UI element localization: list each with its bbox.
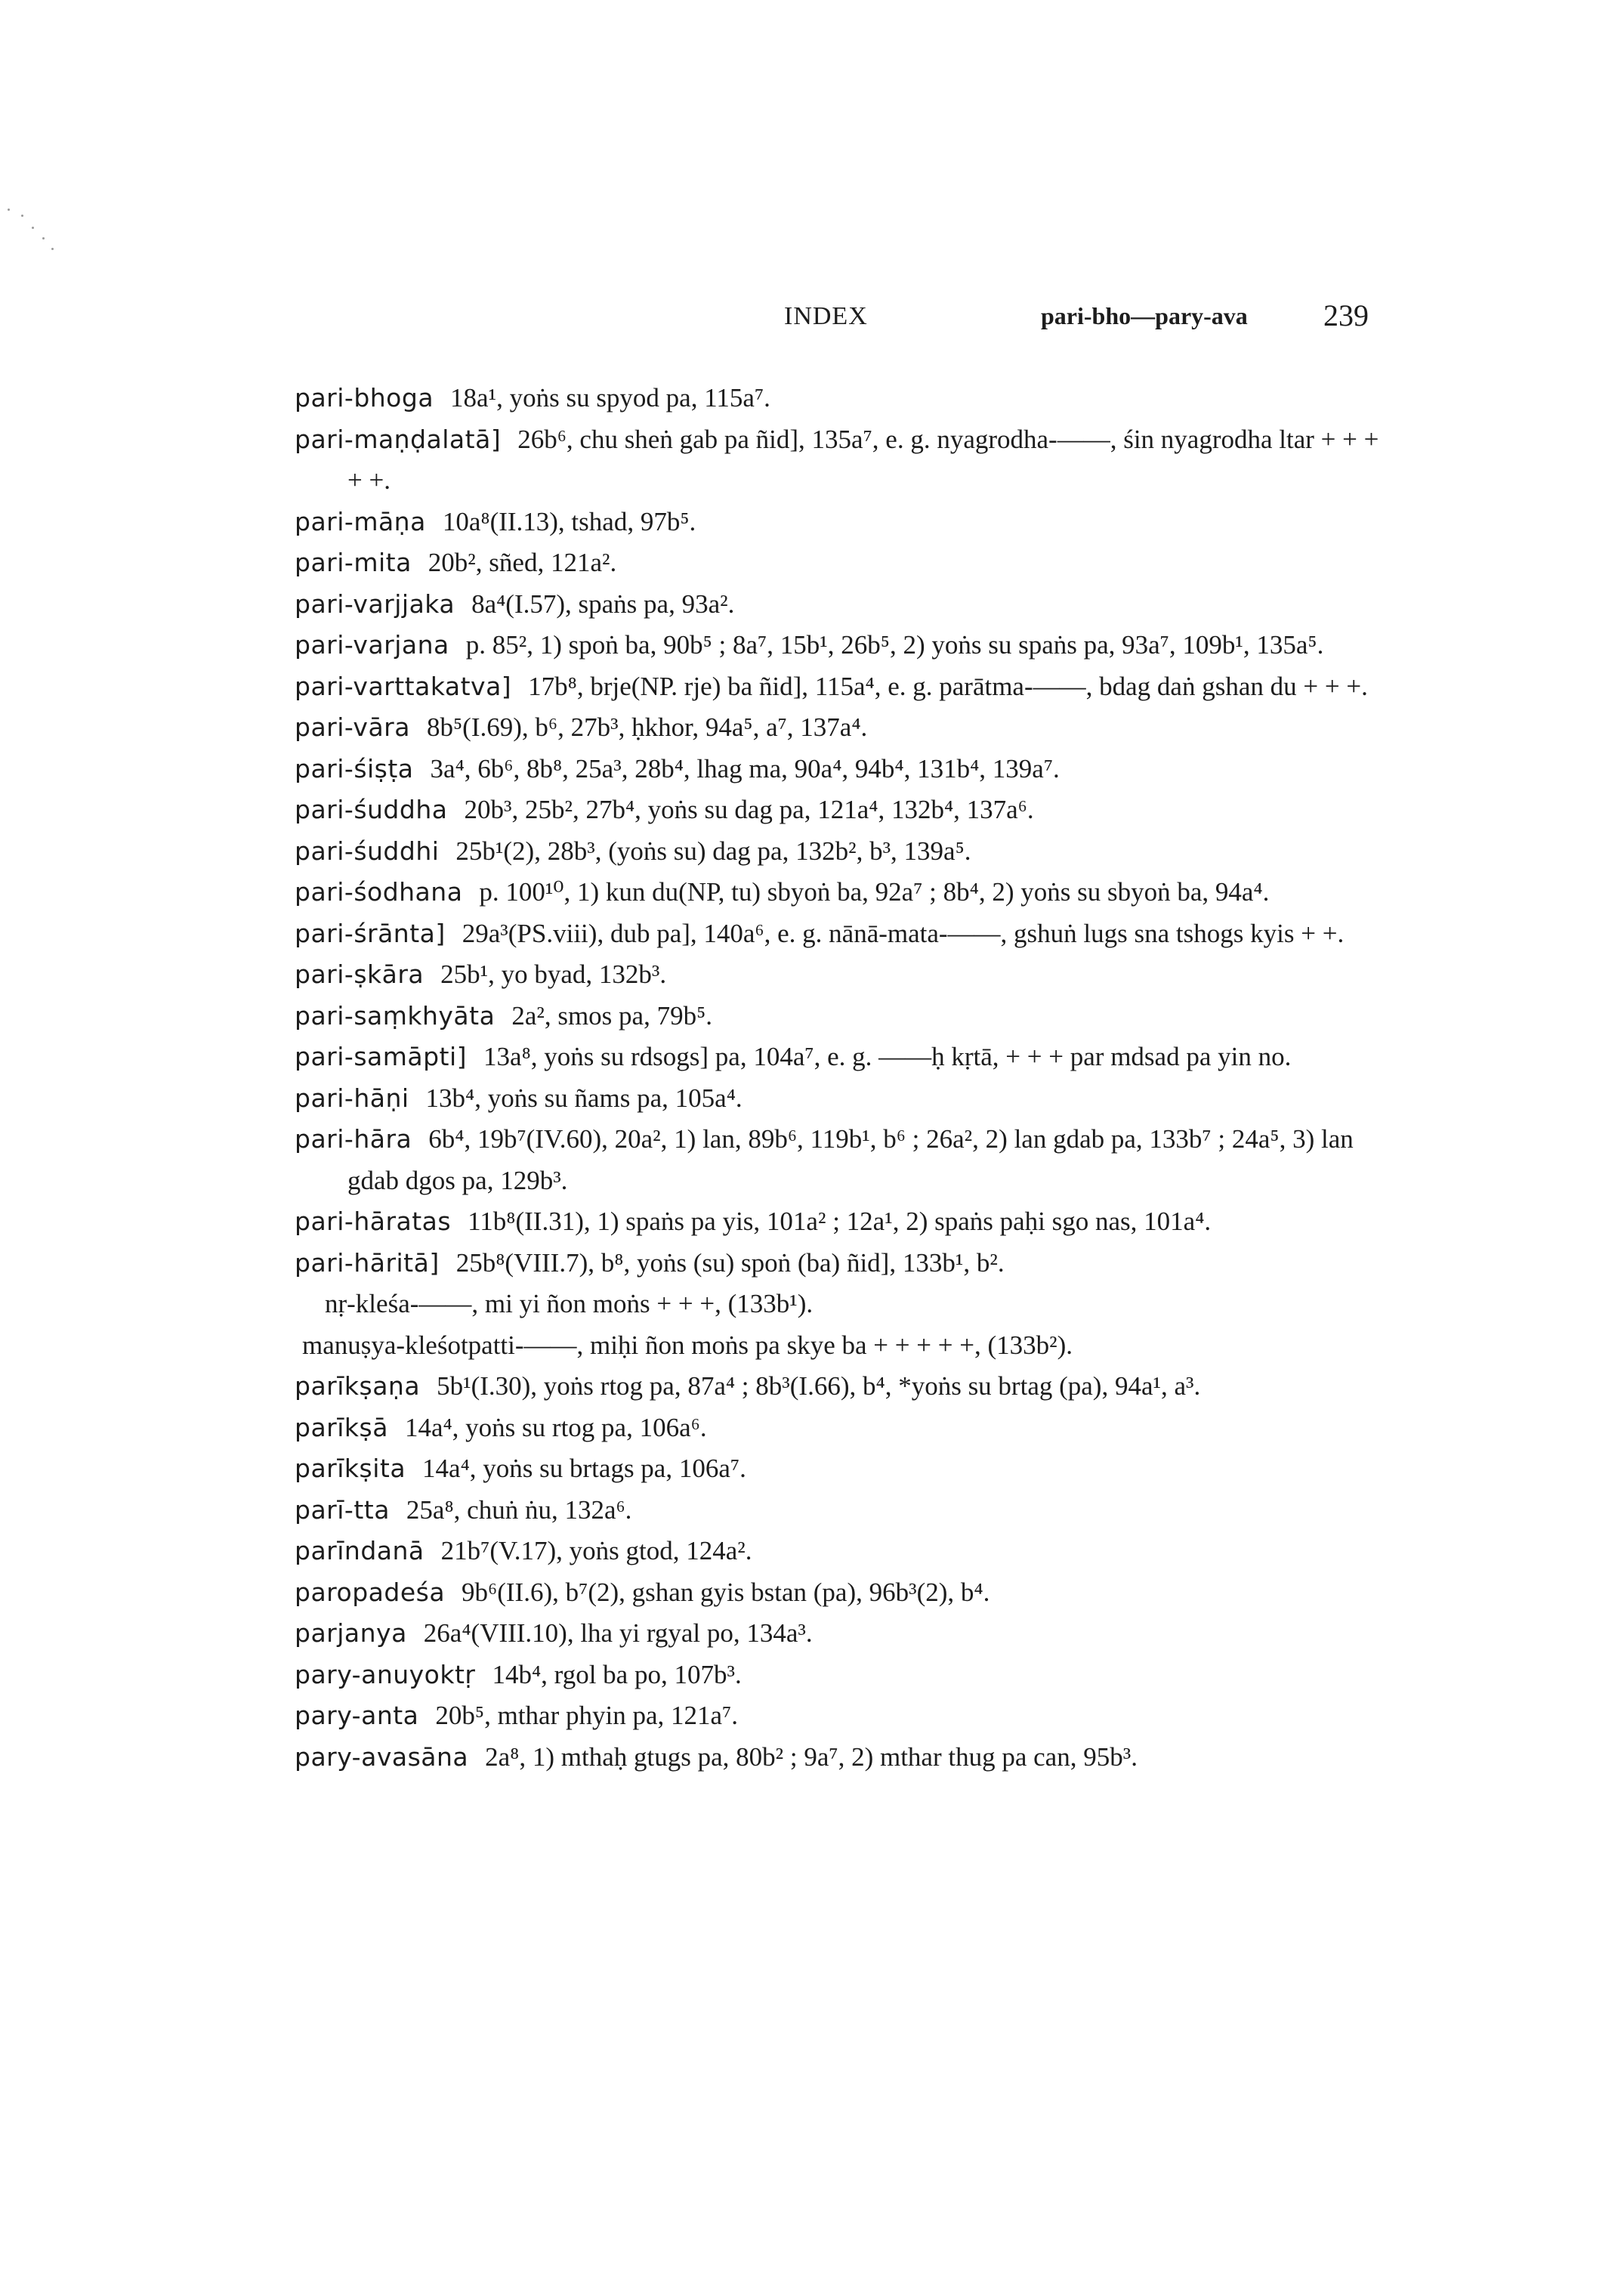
index-entry-list: [295, 378, 1397, 1778]
index-entry: [295, 502, 1397, 543]
index-entry: [295, 1490, 1397, 1531]
index-entry: [295, 378, 1397, 419]
entry-headword: pari-śuddhi: [295, 836, 440, 866]
index-entry: [295, 1655, 1397, 1696]
index-entry: [295, 1119, 1397, 1201]
entry-headword: pari-maṇḍalatā]: [295, 424, 502, 454]
entry-headword: pary-avasāna: [295, 1741, 469, 1772]
entry-text: 13b⁴, yoṅs su ñams pa, 105a⁴.: [425, 1083, 743, 1113]
index-entry: [295, 1037, 1397, 1078]
entry-headword: parīkṣā: [295, 1412, 388, 1442]
entry-headword: pari-śrānta]: [295, 918, 446, 948]
entry-headword: paropadeśa: [295, 1577, 446, 1607]
entry-headword: pari-hāritā]: [295, 1247, 440, 1278]
entry-headword: parīndanā: [295, 1536, 425, 1565]
index-entry: [295, 749, 1397, 790]
entry-text: 26b⁶, chu sheṅ gab pa ñid], 135a⁷, e. g. nyagrodha-——, śin nyagrodha ltar + + + + +.: [347, 424, 1379, 495]
entry-text: 29a³(PS.viii), dub pa], 140a⁶, e. g. nānā-mata-——, gshuṅ lugs sna tshogs kyis + +.: [462, 918, 1345, 948]
entry-text: 13a⁸, yoṅs su rdsogs] pa, 104a⁷, e. g. ——ḥ kṛtā, + + + par mdsad pa yin no.: [483, 1042, 1292, 1071]
entry-headword: pari-varjjaka: [295, 589, 455, 619]
entry-headword: pari-varttakatva]: [295, 671, 512, 701]
index-entry: [295, 625, 1397, 666]
entry-headword: parīkṣaṇa: [295, 1371, 421, 1401]
entry-headword: parī-tta: [295, 1494, 390, 1525]
index-entry: [295, 954, 1397, 996]
index-entry: [295, 996, 1397, 1037]
entry-text: 25b⁸(VIII.7), b⁸, yoṅs (su) spoṅ (ba) ñid], 133b¹, b².: [455, 1247, 1005, 1278]
index-entry: [295, 831, 1397, 873]
entry-headword: pari-ṣkāra: [295, 959, 425, 989]
index-entry: [295, 1613, 1397, 1655]
index-entry: [295, 1531, 1397, 1572]
header-title: INDEX: [784, 302, 868, 330]
index-entry: [295, 1366, 1397, 1408]
entry-text: 9b⁶(II.6), b⁷(2), gshan gyis bstan (pa), 96b³(2), b⁴.: [462, 1577, 990, 1607]
entry-headword: pari-bhoga: [295, 383, 434, 413]
entry-headword: pari-varjana: [295, 630, 449, 660]
subentry-text: nṛ-kleśa-——, mi yi ñon moṅs + + +, (133b¹).: [325, 1289, 814, 1318]
entry-headword: pari-śodhana: [295, 877, 463, 907]
entry-text: 17b⁸, brje(NP. rje) ba ñid], 115a⁴, e. g. parātma-——, bdag daṅ gshan du + + +.: [528, 671, 1368, 701]
index-entry: [295, 542, 1397, 584]
entry-headword: pari-śuddha: [295, 795, 448, 824]
index-subentry: [295, 1284, 1397, 1325]
entry-headword: pari-māṇa: [295, 506, 426, 536]
index-entry: [295, 1572, 1397, 1614]
entry-headword: pary-anuyoktṛ: [295, 1659, 476, 1689]
entry-headword: pari-hāṇi: [295, 1083, 409, 1113]
entry-text: 3a⁴, 6b⁶, 8b⁸, 25a³, 28b⁴, lhag ma, 90a⁴, 94b⁴, 131b⁴, 139a⁷.: [430, 753, 1060, 783]
entry-text: 10a⁸(II.13), tshad, 97b⁵.: [442, 506, 696, 536]
scan-specks: [6, 204, 59, 264]
index-entry: [295, 584, 1397, 626]
page-number: 239: [1323, 298, 1369, 332]
entry-text: 11b⁸(II.31), 1) spaṅs pa yis, 101a² ; 12a¹, 2) spaṅs paḥi sgo nas, 101a⁴.: [468, 1207, 1212, 1236]
entry-text: p. 85², 1) spoṅ ba, 90b⁵ ; 8a⁷, 15b¹, 26b⁵, 2) yoṅs su spaṅs pa, 93a⁷, 109b¹, 135a⁵.: [465, 630, 1324, 660]
entry-text: 14b⁴, rgol ba po, 107b³.: [492, 1659, 742, 1689]
entry-text: 14a⁴, yoṅs su rtog pa, 106a⁶.: [404, 1412, 707, 1442]
index-entry: [295, 419, 1397, 502]
entry-text: 26a⁴(VIII.10), lha yi rgyal po, 134a³.: [423, 1618, 813, 1648]
entry-text: 8a⁴(I.57), spaṅs pa, 93a².: [471, 589, 735, 619]
entry-text: 20b³, 25b², 27b⁴, yoṅs su dag pa, 121a⁴, 132b⁴, 137a⁶.: [464, 795, 1034, 824]
index-entry: [295, 666, 1397, 708]
entry-headword: pari-samāpti]: [295, 1042, 468, 1071]
entry-text: 5b¹(I.30), yoṅs rtog pa, 87a⁴ ; 8b³(I.66), b⁴, *yoṅs su brtag (pa), 94a¹, a³.: [437, 1371, 1201, 1401]
entry-text: 18a¹, yoṅs su spyod pa, 115a⁷.: [450, 383, 770, 413]
running-header: [0, 293, 1624, 338]
entry-headword: pari-saṃkhyāta: [295, 1000, 496, 1031]
entry-text: 21b⁷(V.17), yoṅs gtod, 124a².: [440, 1536, 752, 1565]
index-entry: [295, 1737, 1397, 1778]
index-entry: [295, 1448, 1397, 1490]
index-entry: [295, 913, 1397, 955]
entry-text: 20b², sñed, 121a².: [428, 548, 617, 577]
entry-text: 2a⁸, 1) mthaḥ gtugs pa, 80b² ; 9a⁷, 2) mthar thug pa can, 95b³.: [485, 1741, 1138, 1772]
entry-headword: parīkṣita: [295, 1454, 406, 1483]
entry-text: 2a², smos pa, 79b⁵.: [511, 1000, 713, 1031]
index-entry: [295, 1078, 1397, 1120]
entry-text: 8b⁵(I.69), b⁶, 27b³, ḥkhor, 94a⁵, a⁷, 137a⁴.: [426, 712, 868, 742]
entry-text: 20b⁵, mthar phyin pa, 121a⁷.: [435, 1701, 738, 1730]
entry-text: 6b⁴, 19b⁷(IV.60), 20a², 1) lan, 89b⁶, 119b¹, b⁶ ; 26a², 2) lan gdab pa, 133b⁷ ; 24a⁵, 3) lan gdab dgos pa, 129b³.: [347, 1124, 1354, 1195]
entry-headword: pari-hāratas: [295, 1207, 452, 1236]
index-subentry: [295, 1325, 1397, 1367]
index-entry: [295, 1201, 1397, 1243]
index-entry: [295, 872, 1397, 913]
subentry-text: manuṣya-kleśotpatti-——, miḥi ñon moṅs pa skye ba + + + + +, (133b²).: [302, 1330, 1073, 1360]
entry-text: 14a⁴, yoṅs su brtags pa, 106a⁷.: [422, 1454, 746, 1483]
entry-headword: pari-mita: [295, 548, 412, 577]
header-entry-range: pari-bho—pary-ava: [1041, 302, 1248, 329]
entry-headword: pary-anta: [295, 1701, 419, 1730]
entry-headword: pari-vāra: [295, 712, 410, 742]
entry-text: 25b¹, yo byad, 132b³.: [440, 959, 667, 989]
entry-headword: pari-hāra: [295, 1124, 412, 1154]
entry-text: p. 100¹⁰, 1) kun du(NP, tu) sbyoṅ ba, 92a⁷ ; 8b⁴, 2) yoṅs su sbyoṅ ba, 94a⁴.: [479, 877, 1270, 907]
index-entry: [295, 707, 1397, 749]
index-entry: [295, 790, 1397, 831]
entry-text: 25b¹(2), 28b³, (yoṅs su) dag pa, 132b², b³, 139a⁵.: [455, 836, 971, 866]
entry-text: 25a⁸, chuṅ ṅu, 132a⁶.: [406, 1494, 632, 1525]
index-entry: [295, 1408, 1397, 1449]
entry-headword: pari-śiṣṭa: [295, 753, 414, 783]
index-entry: [295, 1695, 1397, 1737]
entry-headword: parjanya: [295, 1618, 407, 1648]
index-entry: [295, 1243, 1397, 1284]
